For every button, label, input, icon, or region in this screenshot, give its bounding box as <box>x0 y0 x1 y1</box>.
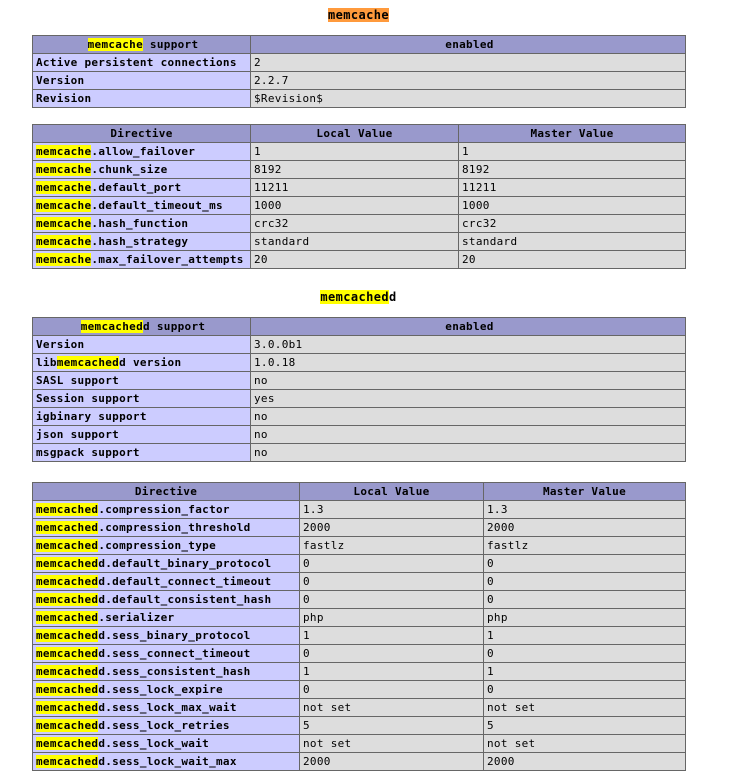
table-row <box>33 197 686 215</box>
table-row <box>33 555 686 573</box>
info-value: no <box>251 408 686 426</box>
highlight-match: memcached <box>36 737 99 750</box>
table-row: Version 2.2.7 <box>33 72 686 90</box>
column-header-directive: Directive <box>33 483 300 501</box>
master-value: 5 <box>484 717 686 735</box>
directive-name: memcached.compression_type <box>33 537 300 555</box>
directive-name: memcache.default_timeout_ms <box>33 197 251 215</box>
highlight-match: memcached <box>36 611 99 624</box>
directive-name: memcache.max_failover_attempts <box>33 251 251 269</box>
directive-name: memcachedd.sess_connect_timeout <box>33 645 300 663</box>
table-row <box>33 215 686 233</box>
info-value: 1.0.18 <box>251 354 686 372</box>
table-header-row <box>33 125 686 143</box>
master-value: 0 <box>484 645 686 663</box>
table-row <box>33 444 686 462</box>
directive-name: memcachedd.sess_lock_max_wait <box>33 699 300 717</box>
memcached-support-table <box>32 317 686 462</box>
directive-name: memcachedd.sess_lock_wait_max <box>33 753 300 771</box>
table-row <box>33 753 686 771</box>
info-label: Version <box>33 336 251 354</box>
table-row <box>33 426 686 444</box>
memcache-section-title <box>0 8 717 22</box>
directive-name: memcached.compression_threshold <box>33 519 300 537</box>
local-value: standard <box>251 233 459 251</box>
memcached-directive-table <box>32 482 686 771</box>
directive-name: memcachedd.sess_binary_protocol <box>33 627 300 645</box>
table-row <box>33 143 686 161</box>
local-value: crc32 <box>251 215 459 233</box>
info-label: json support <box>33 426 251 444</box>
column-header-local: Local Value <box>300 483 484 501</box>
directive-name: memcachedd.sess_lock_expire <box>33 681 300 699</box>
local-value: 2000 <box>300 519 484 537</box>
highlight-match: memcached <box>36 629 99 642</box>
directive-name: memcachedd.sess_consistent_hash <box>33 663 300 681</box>
column-header-local: Local Value <box>251 125 459 143</box>
table-row <box>33 735 686 753</box>
column-header-master: Master Value <box>459 125 686 143</box>
table-row <box>33 36 686 54</box>
local-value: 5 <box>300 717 484 735</box>
local-value: 1 <box>251 143 459 161</box>
directive-name: memcached.serializer <box>33 609 300 627</box>
column-header-master: Master Value <box>484 483 686 501</box>
highlight-match: memcache <box>328 8 389 22</box>
master-value: not set <box>484 735 686 753</box>
table-row <box>33 591 686 609</box>
info-label: Session support <box>33 390 251 408</box>
directive-name: memcache.chunk_size <box>33 161 251 179</box>
table-row <box>33 501 686 519</box>
local-value: 8192 <box>251 161 459 179</box>
directive-name: memcache.default_port <box>33 179 251 197</box>
table-row <box>33 537 686 555</box>
directive-name: memcache.hash_function <box>33 215 251 233</box>
directive-name: memcache.allow_failover <box>33 143 251 161</box>
memcached-section-title: memcachedd <box>320 290 397 304</box>
highlight-match: memcache <box>36 235 92 248</box>
info-value: no <box>251 444 686 462</box>
highlight-match: memcached <box>36 521 99 534</box>
master-value: 2000 <box>484 753 686 771</box>
master-value: 11211 <box>459 179 686 197</box>
table-row <box>33 372 686 390</box>
master-value: 1.3 <box>484 501 686 519</box>
local-value: not set <box>300 699 484 717</box>
column-header-directive: Directive <box>33 125 251 143</box>
local-value: 1 <box>300 627 484 645</box>
table-row <box>33 699 686 717</box>
master-value: 0 <box>484 555 686 573</box>
table-row <box>33 336 686 354</box>
table-row <box>33 627 686 645</box>
highlight-match: memcached <box>36 539 99 552</box>
table-row <box>33 251 686 269</box>
master-value: 1 <box>459 143 686 161</box>
table-header-row <box>33 483 686 501</box>
local-value: 0 <box>300 645 484 663</box>
master-value: 2000 <box>484 519 686 537</box>
highlight-match: memcached <box>36 575 99 588</box>
highlight-match: memcache <box>36 253 92 266</box>
local-value: 1 <box>300 663 484 681</box>
directive-name: memcache.hash_strategy <box>33 233 251 251</box>
highlight-match: memcache <box>36 217 92 230</box>
support-label: memcache support <box>33 36 251 54</box>
highlight-match: memcached <box>36 647 99 660</box>
master-value: 0 <box>484 681 686 699</box>
highlight-match: memcache <box>36 145 92 158</box>
highlight-match: memcached <box>36 665 99 678</box>
info-label: SASL support <box>33 372 251 390</box>
local-value: 0 <box>300 681 484 699</box>
master-value: 8192 <box>459 161 686 179</box>
table-row: Revision $Revision$ <box>33 90 686 108</box>
table-row <box>33 233 686 251</box>
local-value: fastlz <box>300 537 484 555</box>
info-value: no <box>251 372 686 390</box>
highlight-match: memcache <box>36 163 92 176</box>
local-value: not set <box>300 735 484 753</box>
highlight-match: memcached <box>36 593 99 606</box>
memcache-support-table <box>32 35 686 108</box>
info-value: no <box>251 426 686 444</box>
highlight-match: memcached <box>36 701 99 714</box>
local-value: 0 <box>300 573 484 591</box>
highlight-match: memcache <box>36 181 92 194</box>
table-row <box>33 390 686 408</box>
support-label: memcachedd support <box>33 318 251 336</box>
info-value: 3.0.0b1 <box>251 336 686 354</box>
table-row <box>33 354 686 372</box>
table-row <box>33 717 686 735</box>
local-value: 2000 <box>300 753 484 771</box>
directive-name: memcachedd.sess_lock_wait <box>33 735 300 753</box>
master-value: 1000 <box>459 197 686 215</box>
highlight-match: memcached <box>36 755 99 768</box>
support-value: enabled <box>251 36 686 54</box>
table-row <box>33 681 686 699</box>
memcache-directive-table <box>32 124 686 269</box>
master-value: 1 <box>484 627 686 645</box>
directive-name: memcached.compression_factor <box>33 501 300 519</box>
table-row <box>33 573 686 591</box>
table-row <box>33 645 686 663</box>
info-value: yes <box>251 390 686 408</box>
local-value: php <box>300 609 484 627</box>
table-row <box>33 519 686 537</box>
directive-name: memcachedd.default_binary_protocol <box>33 555 300 573</box>
table-row <box>33 663 686 681</box>
table-row <box>33 179 686 197</box>
directive-name: memcachedd.sess_lock_retries <box>33 717 300 735</box>
master-value: standard <box>459 233 686 251</box>
highlight-match: memcached <box>36 683 99 696</box>
local-value: 11211 <box>251 179 459 197</box>
master-value: 20 <box>459 251 686 269</box>
info-label: igbinary support <box>33 408 251 426</box>
highlight-match: memcached <box>56 356 120 369</box>
highlight-match: memcached <box>36 557 99 570</box>
master-value: not set <box>484 699 686 717</box>
master-value: 0 <box>484 573 686 591</box>
table-row: Active persistent connections 2 <box>33 54 686 72</box>
local-value: 20 <box>251 251 459 269</box>
highlight-match: memcached <box>36 719 99 732</box>
master-value: 0 <box>484 591 686 609</box>
highlight-match: memcached <box>320 290 389 304</box>
info-label: msgpack support <box>33 444 251 462</box>
table-row <box>33 408 686 426</box>
local-value: 1.3 <box>300 501 484 519</box>
table-row <box>33 161 686 179</box>
master-value: crc32 <box>459 215 686 233</box>
table-row <box>33 609 686 627</box>
highlight-match: memcache <box>36 199 92 212</box>
master-value: fastlz <box>484 537 686 555</box>
info-label: libmemcachedd version <box>33 354 251 372</box>
master-value: php <box>484 609 686 627</box>
highlight-match: memcached <box>36 503 99 516</box>
table-row <box>33 318 686 336</box>
master-value: 1 <box>484 663 686 681</box>
local-value: 1000 <box>251 197 459 215</box>
local-value: 0 <box>300 591 484 609</box>
local-value: 0 <box>300 555 484 573</box>
support-value: enabled <box>251 318 686 336</box>
directive-name: memcachedd.default_connect_timeout <box>33 573 300 591</box>
directive-name: memcachedd.default_consistent_hash <box>33 591 300 609</box>
